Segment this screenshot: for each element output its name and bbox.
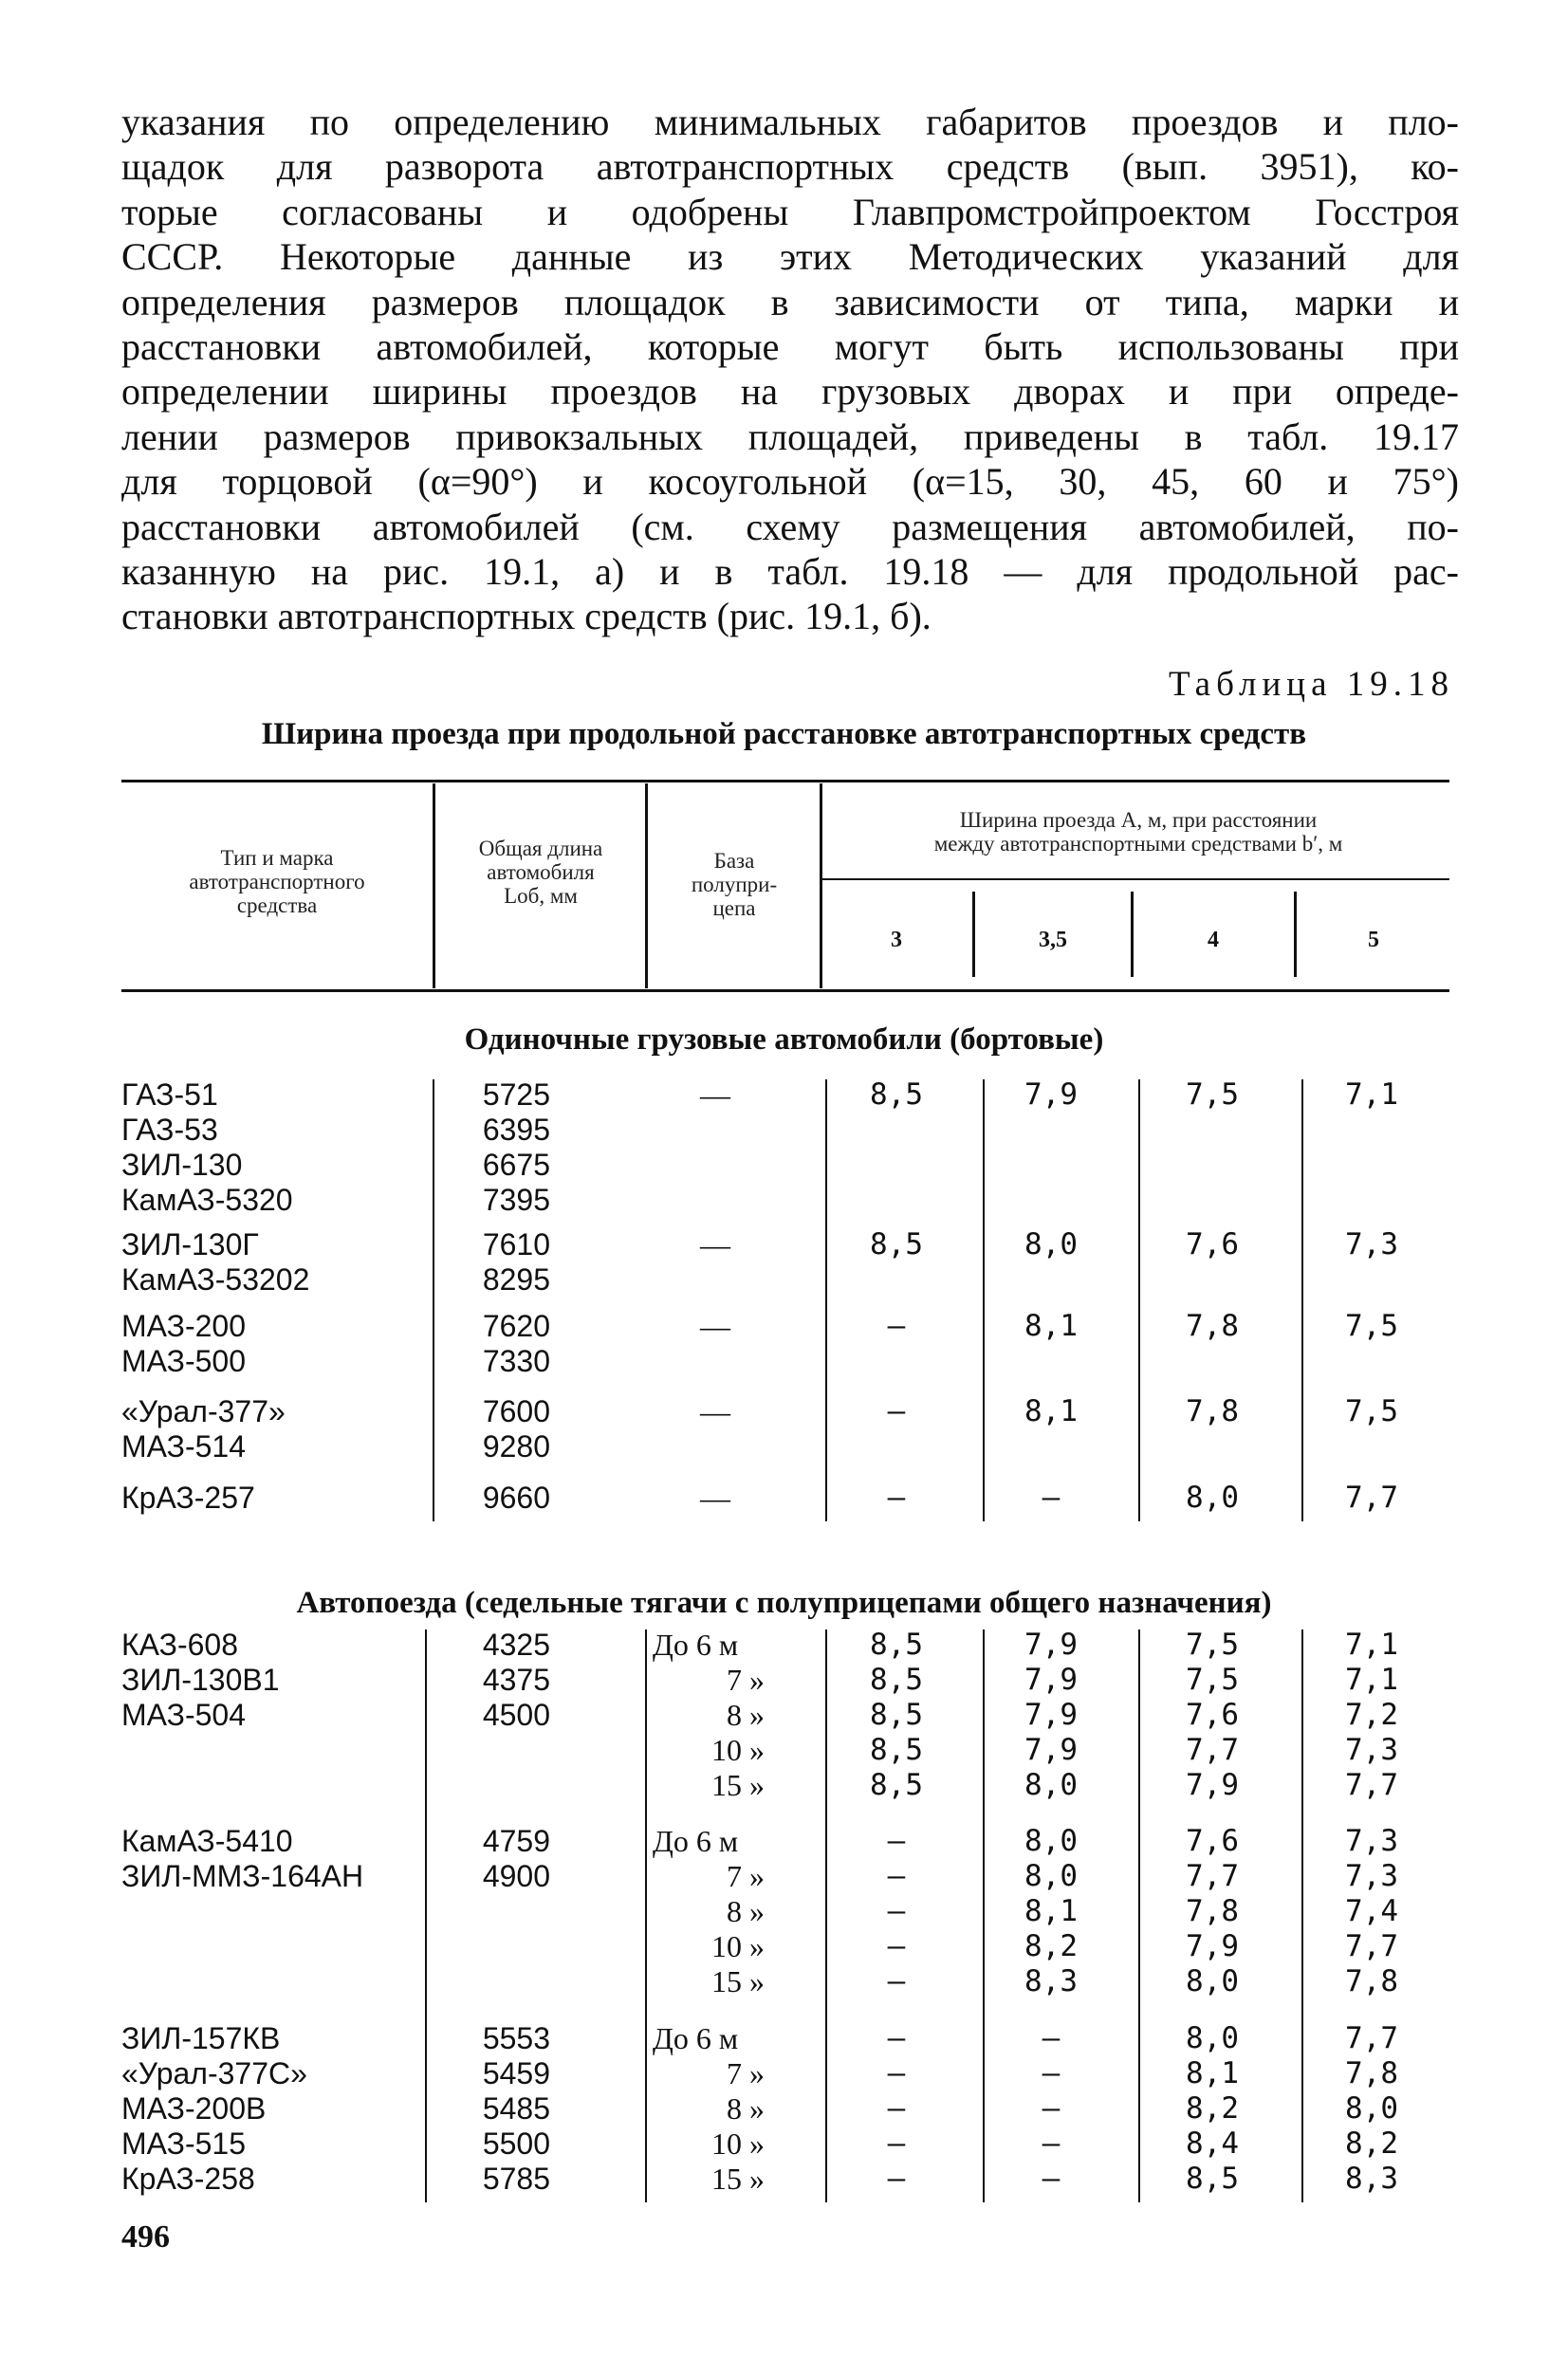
- road-width-value: 8,0: [1024, 1824, 1078, 1858]
- trailer-base: 8 »: [727, 2091, 765, 2126]
- table-number: Таблица 19.18: [1169, 665, 1454, 704]
- trailer-base: 7 »: [727, 1859, 765, 1893]
- trailer-base: —: [700, 1309, 730, 1343]
- vehicle-model: КамАЗ-53202: [121, 1262, 310, 1297]
- header-distance-3-5: 3,5: [1039, 928, 1067, 952]
- road-width-value: —: [887, 2162, 906, 2196]
- header-type: Тип и марка автотранспортного средства: [189, 846, 365, 917]
- intro-line: указания по определению минимальных габаритов проездов и пло-: [121, 101, 1459, 143]
- road-width-value: 7,7: [1345, 2021, 1398, 2055]
- intro-line: расстановки автомобилей (см. схему размещения автомобилей, по-: [121, 505, 1459, 548]
- column-rule: [825, 1079, 827, 1521]
- road-width-value: —: [887, 1859, 906, 1893]
- road-width-value: —: [1042, 2021, 1061, 2055]
- trailer-base: 10 »: [711, 2126, 765, 2161]
- road-width-value: —: [887, 1309, 906, 1343]
- intro-paragraph: [121, 100, 1459, 639]
- road-width-value: 8,0: [1024, 1768, 1078, 1802]
- vehicle-model: МАЗ-504: [121, 1698, 247, 1732]
- vehicle-length: 7620: [482, 1309, 550, 1343]
- road-width-value: —: [887, 1394, 906, 1428]
- road-width-value: 7,9: [1024, 1628, 1078, 1662]
- road-width-value: —: [887, 2091, 906, 2126]
- road-width-value: —: [1042, 2162, 1061, 2196]
- trailer-base: —: [700, 1481, 730, 1515]
- road-width-value: —: [887, 1481, 906, 1515]
- trailer-base: 15 »: [711, 1768, 765, 1802]
- road-width-value: 7,8: [1186, 1894, 1239, 1928]
- road-width-value: 7,6: [1186, 1698, 1239, 1732]
- intro-line: торые согласованы и одобрены Главпромстройпроектом Госстроя: [121, 190, 1459, 233]
- road-width-value: 8,4: [1186, 2126, 1239, 2161]
- header-distance-5: 5: [1368, 928, 1379, 952]
- header-length: Общая длина автомобиля Lоб, мм: [478, 837, 603, 908]
- road-width-value: 8,5: [870, 1227, 923, 1261]
- distance-header-rule: [821, 878, 1449, 880]
- road-width-value: —: [887, 1824, 906, 1858]
- road-width-value: 8,2: [1186, 2091, 1239, 2126]
- road-width-value: 7,3: [1345, 1859, 1398, 1893]
- column-rule: [983, 1629, 985, 2202]
- intro-line: становки автотранспортных средств (рис. 19.1, б).: [121, 595, 932, 638]
- trailer-base: 10 »: [711, 1733, 765, 1767]
- vehicle-model: «Урал-377»: [121, 1394, 286, 1428]
- intro-line: для торцовой (α=90°) и косоугольной (α=15, 30, 45, 60 и 75°): [121, 460, 1459, 504]
- vehicle-length: 5553: [482, 2021, 550, 2055]
- road-width-value: 7,7: [1186, 1733, 1239, 1767]
- column-rule: [433, 1079, 434, 1521]
- road-width-value: 8,5: [870, 1768, 923, 1802]
- road-width-value: 8,5: [870, 1698, 923, 1732]
- trailer-base: —: [700, 1394, 730, 1428]
- column-rule: [983, 1079, 985, 1521]
- road-width-value: 7,5: [1186, 1663, 1239, 1697]
- road-width-value: 7,3: [1345, 1824, 1398, 1858]
- intro-line: определении ширины проездов на грузовых дворах и при опреде-: [121, 370, 1459, 414]
- vehicle-length: 5500: [482, 2126, 550, 2161]
- trailer-base: 15 »: [711, 2162, 765, 2196]
- road-width-value: 7,7: [1186, 1859, 1239, 1893]
- road-width-value: 7,6: [1186, 1227, 1239, 1261]
- vehicle-length: 4375: [482, 1663, 550, 1697]
- road-width-value: —: [887, 1894, 906, 1928]
- header-distance-4: 4: [1208, 928, 1219, 952]
- header-divider-3: [820, 783, 822, 988]
- road-width-value: 7,8: [1186, 1309, 1239, 1343]
- vehicle-length: 5459: [482, 2056, 550, 2090]
- road-width-value: 7,7: [1345, 1929, 1398, 1963]
- section-title: Автопоезда (седельные тягачи с полуприцепами общего назначения): [296, 1586, 1272, 1620]
- road-width-value: 8,3: [1024, 1964, 1078, 1998]
- road-width-value: 8,1: [1186, 2056, 1239, 2090]
- trailer-base: 10 »: [711, 1929, 765, 1963]
- vehicle-model: ЗИЛ-130: [121, 1148, 243, 1182]
- road-width-value: 7,9: [1024, 1698, 1078, 1732]
- vehicle-length: 9280: [482, 1429, 550, 1464]
- vehicle-length: 5725: [482, 1077, 550, 1112]
- vehicle-length: 9660: [482, 1481, 550, 1515]
- vehicle-model: «Урал-377С»: [121, 2056, 307, 2090]
- vehicle-model: ЗИЛ-130Г: [121, 1227, 259, 1261]
- road-width-value: 7,8: [1345, 1964, 1398, 1998]
- road-width-value: 8,0: [1024, 1227, 1078, 1261]
- header-bottom-rule: [121, 989, 1449, 992]
- vehicle-model: КАЗ-608: [121, 1628, 238, 1662]
- trailer-base-prefix: До 6 м: [653, 1628, 739, 1662]
- road-width-value: 8,3: [1345, 2162, 1398, 2196]
- trailer-base: 7 »: [727, 1663, 765, 1697]
- page-number: 496: [121, 2219, 170, 2255]
- column-rule: [425, 1629, 427, 2202]
- road-width-value: 7,1: [1345, 1077, 1398, 1112]
- vehicle-model: ЗИЛ-ММЗ-164АН: [121, 1859, 364, 1893]
- vehicle-model: КамАЗ-5320: [121, 1183, 293, 1217]
- road-width-value: 7,3: [1345, 1733, 1398, 1767]
- road-width-value: 8,0: [1345, 2091, 1398, 2126]
- header-divider-1: [433, 783, 435, 988]
- road-width-value: 8,0: [1186, 1481, 1239, 1515]
- trailer-base: —: [700, 1227, 730, 1261]
- road-width-value: 7,5: [1186, 1628, 1239, 1662]
- road-width-value: —: [1042, 2091, 1061, 2126]
- vehicle-length: 7610: [482, 1227, 550, 1261]
- road-width-value: 8,5: [870, 1077, 923, 1112]
- header-divider-4: [972, 892, 975, 977]
- road-width-value: 8,1: [1024, 1394, 1078, 1428]
- vehicle-model: МАЗ-200: [121, 1309, 247, 1343]
- road-width-value: —: [887, 1929, 906, 1963]
- road-width-value: 7,8: [1345, 2056, 1398, 2090]
- road-width-value: —: [1042, 2056, 1061, 2090]
- header-width: Ширина проезда A, м, при расстоянии между автотранспортными средствами b′, м: [933, 808, 1343, 856]
- vehicle-length: 4325: [482, 1628, 550, 1662]
- road-width-value: —: [887, 1964, 906, 1998]
- road-width-value: 7,9: [1024, 1077, 1078, 1112]
- vehicle-model: МАЗ-514: [121, 1429, 247, 1464]
- road-width-value: 8,5: [870, 1628, 923, 1662]
- road-width-value: 8,5: [1186, 2162, 1239, 2196]
- intro-line: щадок для разворота автотранспортных средств (вып. 3951), ко-: [121, 145, 1459, 189]
- road-width-value: 7,9: [1186, 1768, 1239, 1802]
- header-divider-6: [1294, 892, 1297, 977]
- road-width-value: —: [887, 2021, 906, 2055]
- section-divider-rule: [121, 1538, 1449, 1540]
- road-width-value: 7,8: [1186, 1394, 1239, 1428]
- road-width-value: 7,9: [1186, 1929, 1239, 1963]
- vehicle-model: КрАЗ-257: [121, 1481, 255, 1515]
- road-width-value: 7,5: [1345, 1309, 1398, 1343]
- vehicle-model: МАЗ-515: [121, 2126, 247, 2161]
- vehicle-length: 8295: [482, 1262, 550, 1297]
- section-title: Одиночные грузовые автомобили (бортовые): [464, 1022, 1104, 1057]
- road-width-value: 8,5: [870, 1663, 923, 1697]
- intro-line: лении размеров привокзальных площадей, приведены в табл. 19.17: [121, 414, 1459, 458]
- road-width-value: 7,7: [1345, 1481, 1398, 1515]
- vehicle-model: ГАЗ-53: [121, 1113, 218, 1147]
- vehicle-length: 7600: [482, 1394, 550, 1428]
- road-width-value: 7,1: [1345, 1663, 1398, 1697]
- trailer-base-prefix: До 6 м: [653, 1824, 739, 1858]
- trailer-base-prefix: До 6 м: [653, 2021, 739, 2055]
- trailer-base: —: [700, 1077, 730, 1112]
- road-width-value: 8,0: [1024, 1859, 1078, 1893]
- table-top-rule: [121, 780, 1449, 782]
- trailer-base: 8 »: [727, 1894, 765, 1928]
- road-width-value: 8,2: [1024, 1929, 1078, 1963]
- header-distance-3: 3: [891, 928, 902, 952]
- road-width-value: —: [887, 2126, 906, 2161]
- vehicle-model: ГАЗ-51: [121, 1077, 218, 1112]
- road-width-value: 7,6: [1186, 1824, 1239, 1858]
- trailer-base: 15 »: [711, 1964, 765, 1998]
- road-width-value: —: [1042, 2126, 1061, 2161]
- column-rule: [1138, 1629, 1140, 2202]
- vehicle-length: 5485: [482, 2091, 550, 2126]
- road-width-value: 8,0: [1186, 1964, 1239, 1998]
- vehicle-length: 5785: [482, 2162, 550, 2196]
- road-width-value: 7,3: [1345, 1227, 1398, 1261]
- vehicle-length: 4900: [482, 1859, 550, 1893]
- trailer-base: 7 »: [727, 2056, 765, 2090]
- road-width-value: 8,1: [1024, 1309, 1078, 1343]
- intro-line: казанную на рис. 19.1, а) и в табл. 19.18 — для продольной рас-: [121, 549, 1459, 593]
- table-title: Ширина проезда при продольной расстановке автотранспортных средств: [261, 717, 1307, 751]
- road-width-value: 7,9: [1024, 1663, 1078, 1697]
- road-width-value: 7,4: [1345, 1894, 1398, 1928]
- vehicle-length: 6675: [482, 1148, 550, 1182]
- road-width-value: —: [887, 2056, 906, 2090]
- vehicle-model: МАЗ-200В: [121, 2091, 267, 2126]
- vehicle-length: 7395: [482, 1183, 550, 1217]
- header-divider-2: [645, 783, 648, 988]
- vehicle-model: ЗИЛ-130В1: [121, 1663, 280, 1697]
- road-width-value: 7,5: [1345, 1394, 1398, 1428]
- column-rule: [825, 1629, 827, 2202]
- vehicle-model: ЗИЛ-157КВ: [121, 2021, 281, 2055]
- road-width-value: 7,7: [1345, 1768, 1398, 1802]
- header-divider-5: [1131, 892, 1134, 977]
- vehicle-model: МАЗ-500: [121, 1344, 247, 1378]
- column-rule: [1138, 1079, 1140, 1521]
- road-width-value: —: [1042, 1481, 1061, 1515]
- column-rule: [1301, 1079, 1303, 1521]
- vehicle-model: КамАЗ-5410: [121, 1824, 293, 1858]
- column-rule: [645, 1629, 647, 2202]
- road-width-value: 8,1: [1024, 1894, 1078, 1928]
- road-width-value: 8,5: [870, 1733, 923, 1767]
- road-width-value: 8,2: [1345, 2126, 1398, 2161]
- road-width-value: 7,5: [1186, 1077, 1239, 1112]
- road-width-value: 7,1: [1345, 1628, 1398, 1662]
- road-width-value: 7,9: [1024, 1733, 1078, 1767]
- intro-line: расстановки автомобилей, которые могут быть использованы при: [121, 324, 1459, 368]
- road-width-value: 8,0: [1186, 2021, 1239, 2055]
- road-width-value: 7,2: [1345, 1698, 1398, 1732]
- column-rule: [1301, 1629, 1303, 2202]
- vehicle-model: КрАЗ-258: [121, 2162, 255, 2196]
- vehicle-length: 6395: [482, 1113, 550, 1147]
- vehicle-length: 7330: [482, 1344, 550, 1378]
- intro-line: СССР. Некоторые данные из этих Методических указаний для: [121, 235, 1459, 279]
- header-base: База полупри- цепа: [691, 849, 778, 920]
- vehicle-length: 4500: [482, 1698, 550, 1732]
- vehicle-length: 4759: [482, 1824, 550, 1858]
- trailer-base: 8 »: [727, 1698, 765, 1732]
- intro-line: определения размеров площадок в зависимости от типа, марки и: [121, 280, 1459, 323]
